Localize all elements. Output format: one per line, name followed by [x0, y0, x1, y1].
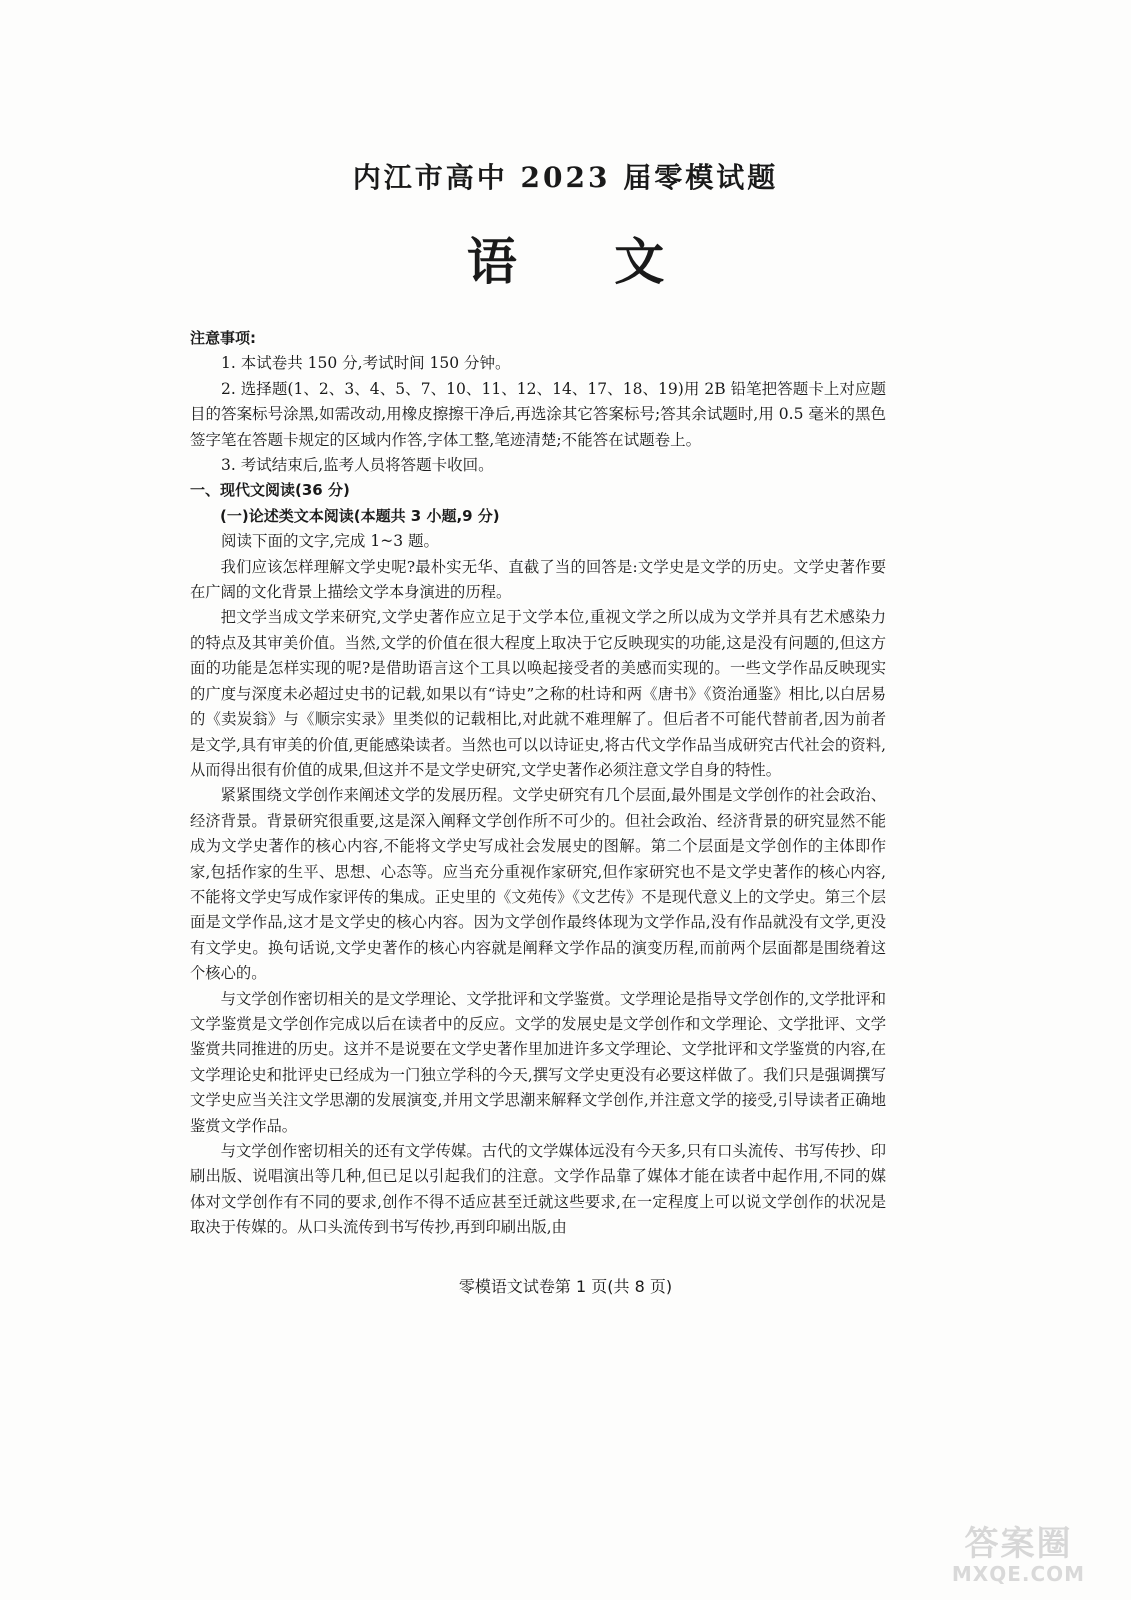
- notice-heading: 注意事项:: [190, 329, 256, 347]
- page-footer: 零模语文试卷第 1 页(共 8 页): [458, 1277, 673, 1296]
- exam-title: 内江市高中 2023 届零模试题: [352, 161, 779, 194]
- notice-item: 1. 本试卷共 150 分,考试时间 150 分钟。: [221, 354, 511, 373]
- notice-item: 2. 选择题(1、2、3、4、5、7、10、11、12、14、17、18、19)用 2B 铅笔把答题卡上对应题目的答案标号涂黑,如需改动,用橡皮擦擦干净后,再选涂其它答案标号;答其余试题时,用 0.5 毫米的黑色签字笔在答题卡规定的区域内作答,字体工整,笔迹清楚;不能答在试题卷上。: [190, 379, 886, 449]
- section-heading: 一、现代文阅读(36 分): [190, 481, 350, 500]
- notice-item: 3. 考试结束后,监考人员将答题卡收回。: [221, 456, 494, 475]
- passage-paragraph: 与文学创作密切相关的是文学理论、文学批评和文学鉴赏。文学理论是指导文学创作的,文学批评和文学鉴赏是文学创作完成以后在读者中的反应。文学的发展史是文学创作和文学理论、文学批评、文学鉴赏共同推进的历史。这并不是说要在文学史著作里加进许多文学理论、文学批评和文学鉴赏的内容,在文学理论史和批评史已经成为一门独立学科的今天,撰写文学史更没有必要这样做了。我们只是强调撰写文学史应当关注文学思潮的发展演变,并用文学思潮来解释文学创作,并注意文学的接受,引导读者正确地鉴赏文学作品。: [190, 989, 886, 1135]
- exam-content: [190, 326, 886, 1241]
- subject-title: 语 文: [466, 232, 705, 291]
- reading-instruction: 阅读下面的文字,完成 1~3 题。: [221, 532, 439, 551]
- passage-paragraph: 与文学创作密切相关的还有文学传媒。古代的文学媒体远没有今天多,只有口头流传、书写传抄、印刷出版、说唱演出等几种,但已足以引起我们的注意。文学作品靠了媒体才能在读者中起作用,不同的媒体对文学创作有不同的要求,创作不得不适应甚至迁就这些要求,在一定程度上可以说文学创作的状况是取决于传媒的。从口头流传到书写传抄,再到印刷出版,由: [190, 1142, 886, 1237]
- passage-paragraph: 把文学当成文学来研究,文学史著作应立足于文学本位,重视文学之所以成为文学并具有艺术感染力的特点及其审美价值。当然,文学的价值在很大程度上取决于它反映现实的功能,这是没有问题的,但这方面的功能是怎样实现的呢?是借助语言这个工具以唤起接受者的美感而实现的。一些文学作品反映现实的广度与深度未必超过史书的记载,如果以有“诗史”之称的杜诗和两《唐书》《资治通鉴》相比,以白居易的《卖炭翁》与《顺宗实录》里类似的记载相比,对此就不难理解了。但后者不可能代替前者,因为前者是文学,具有审美的价值,更能感染读者。当然也可以以诗证史,将古代文学作品当成研究古代社会的资料,从而得出很有价值的成果,但这并不是文学史研究,文学史著作必须注意文学自身的特性。: [190, 608, 886, 779]
- watermark-logo: 答案圈: [964, 1524, 1073, 1564]
- passage-paragraph: 我们应该怎样理解文学史呢?最朴实无华、直截了当的回答是:文学史是文学的历史。文学史著作要在广阔的文化背景上描绘文学本身演进的历程。: [190, 557, 886, 602]
- watermark-url: MXQE.COM: [951, 1562, 1086, 1586]
- site-watermark: [926, 1526, 1111, 1588]
- subsection-heading: (一)论述类文本阅读(本题共 3 小题,9 分): [220, 506, 500, 525]
- passage-paragraph: 紧紧围绕文学创作来阐述文学的发展历程。文学史研究有几个层面,最外围是文学创作的社会政治、经济背景。背景研究很重要,这是深入阐释文学创作所不可少的。但社会政治、经济背景的研究显然不能成为文学史著作的核心内容,不能将文学史写成社会发展史的图解。第二个层面是文学创作的主体即作家,包括作家的生平、思想、心态等。应当充分重视作家研究,但作家研究也不是文学史著作的核心内容,不能将文学史写成作家评传的集成。正史里的《文苑传》《文艺传》不是现代意义上的文学史。第三个层面是文学作品,这才是文学史的核心内容。因为文学创作最终体现为文学作品,没有作品就没有文学,更没有文学史。换句话说,文学史著作的核心内容就是阐释文学作品的演变历程,而前两个层面都是围绕着这个核心的。: [190, 786, 887, 983]
